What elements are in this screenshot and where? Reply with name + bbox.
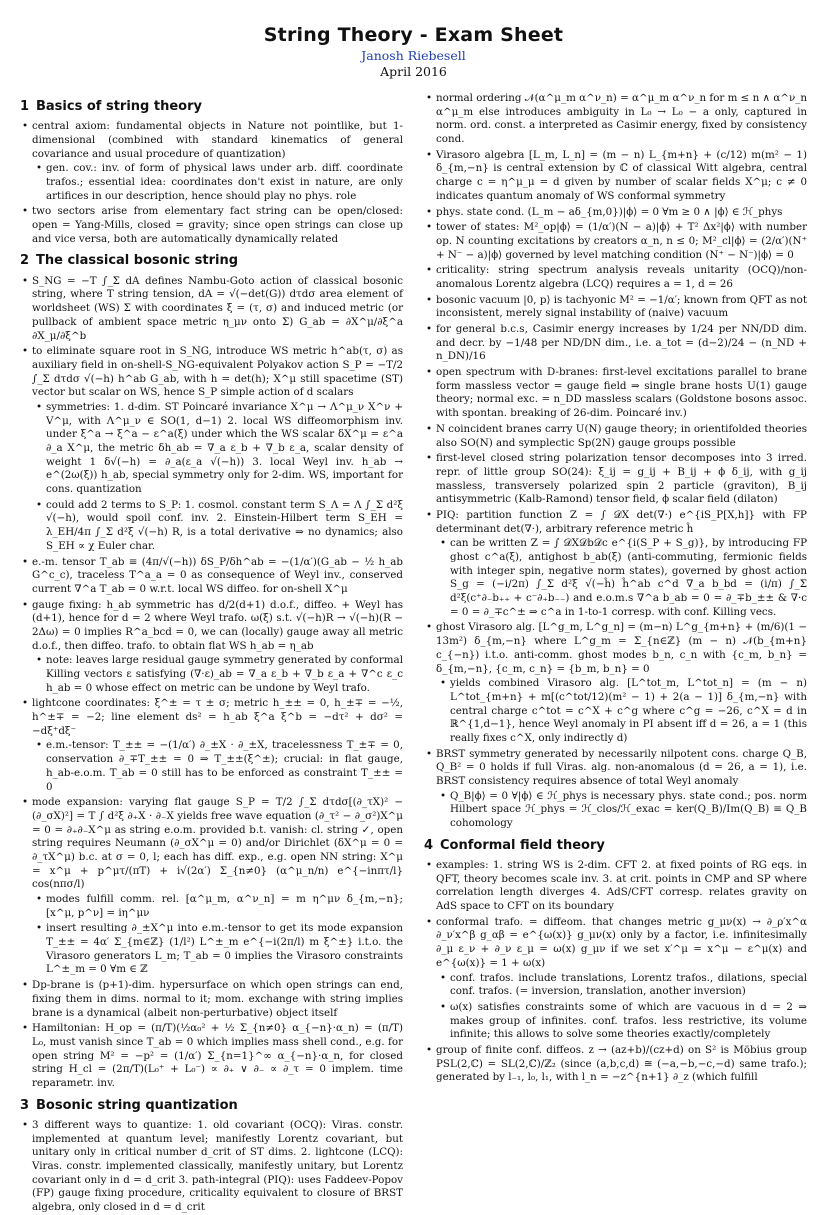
item-text: criticality: string spectrum analysis reveals unitarity (OCQ)/non-anomalous Lorentz algebra (LCQ) requires a = 1, d = 26 — [436, 264, 807, 290]
list-item — [436, 366, 807, 421]
item-text: PIQ: partition function Z = ∫ 𝒟X det(∇·) e^{iS_P[X,h]} with FP determinant det(∇·), arbitrary reference metric ĥ — [436, 508, 807, 535]
list-item — [32, 1022, 403, 1090]
section-heading-2 — [20, 252, 403, 269]
sub-items — [436, 677, 807, 745]
item-text: ghost Virasoro alg. [L^g_m, L^g_n] = (m−n) L^g_{m+n} + (m/6)(1 − 13m²) δ_{m,−n} where L^g_m = Σ_{n∈ℤ} (m − n) 𝒩(b_{m+n} c_{−n}) i.t.o. anti-comm. ghost modes b_n, c_n with {c_m, b_n} = δ_{m,−n}, {c_m, c_n} = {b_m, b_n} = 0 — [436, 621, 807, 675]
sub-list-item: • gen. cov.: inv. of form of physical laws under arb. diff. coordinate trafos.; essential idea: coordinates don't exist in nature, are only artifices in our description, hence should play no phys. role — [46, 162, 403, 203]
list-item — [436, 509, 807, 620]
section-items — [20, 120, 403, 246]
list-item — [436, 323, 807, 364]
section-heading-4 — [424, 837, 807, 854]
sub-list-item: • insert resulting ∂_±X^μ into e.m.-tensor to get its mode expansion T_±± = 4α′ Σ_{m∈ℤ} (1/l²) L^±_m e^{−i(2π/l) m ξ^±} i.t.o. the Virasoro generators L_m; T_ab = 0 implies the Virasoro constraints L^±_m = 0 ∀m ∈ ℤ — [46, 922, 403, 977]
sub-items — [32, 893, 403, 977]
list-item — [436, 916, 807, 1042]
sub-list-item: • can be written Z = ∫ 𝒟X𝒟b𝒟c e^{i(S_P + S_g)}, by introducing FP ghost c^a(ξ), antighost b_ab(ξ) (anti-commuting, fermionic fields with integer spin, negative norm states), governed by ghost action S_g = (−i/2π) ∫_Σ d²ξ √(−ĥ) ĥ^ab c^d ∇_a b_bd = (i/π) ∫_Σ d²ξ(c⁺∂₋b₊₊ + c⁻∂₊b₋₋) and e.o.m.s ∇^a b_ab = 0 = ∂_∓b_±± & ∇·c = 0 = ∂_∓c^± ⇒ c^a in 1-to-1 corresp. with conf. Killing vecs. — [450, 537, 807, 619]
section-title: The classical bosonic string — [36, 253, 239, 269]
item-text: open spectrum with D-branes: first-level excitations parallel to brane form massless vector = gauge field ⇒ single brane hosts U(1) gauge theory; normal exc. = n_DD massless scalars (Goldstone bosons assoc. with spontan. breaking of 26-dim. Poincaré inv.) — [436, 366, 807, 420]
item-text: phys. state cond. (L_m − aδ_{m,0})|ϕ⟩ = 0 ∀m ≥ 0 ∧ |ϕ⟩ ∈ ℋ_phys — [436, 205, 783, 218]
item-text: examples: 1. string WS is 2-dim. CFT 2. at fixed points of RG eqs. in QFT, theory becomes scale inv. 3. at crit. points in CMP and SP where correlation length diverges 4. AdS/CFT corresp. relates gravity on AdS space to CFT on its boundary — [436, 859, 807, 913]
list-item — [436, 621, 807, 745]
item-text: mode expansion: varying flat gauge S_P = T/2 ∫_Σ dτdσ[(∂_τX)² − (∂_σX)²] = T ∫ d²ξ ∂₊X · ∂₋X yields free wave equation (∂_τ² − ∂_σ²)X^μ = 0 = ∂₊∂₋X^μ as string e.o.m. provided b.t. vanish: cl. string ✓, open string requires Neumann (∂_σX^μ = 0) and/or Dirichlet (δX^μ = 0 = ∂_τX^μ) b.c. at σ = 0, l; each has diff. exp., e.g. open NN string: X^μ = x^μ + p^μτ/(πT) + i√(2α′) Σ_{n≠0} (α^μ_n/n) e^{−inπτ/l} cos(nπσ/l) — [32, 796, 403, 891]
sub-items — [32, 401, 403, 554]
list-item — [436, 748, 807, 831]
sheet-title: String Theory - Exam Sheet — [263, 24, 564, 46]
section-heading-1 — [20, 98, 403, 115]
section-number: 4 — [424, 837, 434, 853]
item-text: conformal trafo. = diffeom. that changes metric g_μν(x) → ∂_ρ′x^α ∂_ν′x^β g_αβ = e^{ω(x)} g_μν(x) only by a factor, i.e. infinitesimally ∂_μ ε_ν + ∂_ν ε_μ = ω(x) g_μν if we set x′^μ = x^μ − ε^μ(x) and e^{ω(x)} = 1 + ω(x) — [436, 915, 807, 969]
item-text: e.-m. tensor T_ab ≡ (4π/√(−h)) δS_P/δh^ab = −(1/α′)(G_ab − ½ h_ab G^c_c), traceless T^a_a = 0 as consequence of Weyl inv., conserved current ∇^a T_ab = 0 w.r.t. local WS diffeo. for on-shell X^μ — [32, 555, 403, 595]
item-text: two sectors arise from elementary fact string can be open/closed: open = Yang-Mills, closed = gravity; since open strings can close up and vice versa, both are automatically dynamically related — [32, 205, 403, 245]
author-link[interactable]: Janosh Riebesell — [361, 48, 466, 63]
item-text: central axiom: fundamental objects in Nature not pointlike, but 1-dimensional (combined with standard kinematics of general covariance and usual procedure of quantization) — [32, 120, 403, 160]
item-text: Hamiltonian: H_op = (π/T)(½α₀² + ½ Σ_{n≠0} α_{−n}·α_n) = (π/T) L₀, must vanish since T_ab = 0 which implies mass shell cond., e.g. for open string M² = −p² = (1/α′) Σ_{n=1}^∞ α_{−n}·α_n, for closed string H_cl = (2π/T)(L₀⁺ + L₀⁻) ∝ ∂₊ ∨ ∂₋ ∝ ∂_τ = 0 implem. time reparametr. inv. — [32, 1022, 403, 1089]
list-item — [436, 92, 807, 147]
two-column-body — [20, 92, 807, 1214]
list-item — [436, 206, 807, 220]
sub-list-item: • Q_B|ϕ⟩ = 0 ∀|ϕ⟩ ∈ ℋ_phys is necessary phys. state cond.; pos. norm Hilbert space ℋ_phys = ℋ_clos/ℋ_exac = ker(Q_B)/Im(Q_B) ≡ Q_B cohomology — [450, 790, 807, 831]
item-text: S_NG = −T ∫_Σ dA defines Nambu-Goto action of classical bosonic string, where T string tension, dA = √(−det(G)) dτdσ area element of worldsheet (WS) Σ with coordinates ξ = (τ, σ) and induced metric (or pullback of ambient space metric η_μν onto Σ) G_ab = ∂X^μ/∂ξ^a ∂X_μ/∂ξ^b — [32, 274, 403, 342]
list-item — [436, 264, 807, 291]
sub-items — [32, 162, 403, 203]
item-text: to eliminate square root in S_NG, introduce WS metric h^ab(τ, σ) as auxiliary field in on-shell-S_NG-equivalent Polyakov action S_P = −T/2 ∫_Σ dτdσ √(−h) h^ab G_ab, with h = det(h); X^μ still spacetime (ST) vector but scalar on WS, hence S_P simple action of d scalars — [32, 345, 403, 399]
list-item — [32, 796, 403, 977]
item-text: bosonic vacuum |0, p⟩ is tachyonic M² = −1/α′; known from QFT as not inconsistent, merely signal instability of (naive) vacuum — [436, 293, 807, 320]
list-item — [436, 1044, 807, 1085]
section-heading-3 — [20, 1097, 403, 1114]
sub-list-item: • conf. trafos. include translations, Lorentz trafos., dilations, special conf. trafos. (= inversion, translation, another inversion) — [450, 972, 807, 999]
item-text: 3 different ways to quantize: 1. old covariant (OCQ): Viras. constr. implemented at quantum level; manifestly Lorentz covariant, but unitary only in critical number d_crit of ST dims. 2. lightcone (LCQ): Viras. constr. implemented classically, manifestly unitary, but Lorentz covariant only in d = d_crit 3. path-integral (PIQ): uses Faddeev-Popov (FP) gauge fixing procedure, criticality equivalent to closure of BRST algebra, only closed in d = d_crit — [32, 1118, 403, 1214]
sub-list-item: • symmetries: 1. d-dim. ST Poincaré invariance X^μ → Λ^μ_ν X^ν + V^μ, with Λ^μ_ν ∈ SO(1, d−1) 2. local WS diffeomorphism inv. under ξ^a → ξ^a − ε^a(ξ) under which the WS scalar δX^μ = ε^a ∂_a X^μ, the metric δh_ab = ∇_a ε_b + ∇_b ε_a, scalar density of weight 1 δ√(−h) = ∂_a(ε_a √(−h)) 3. local Weyl inv. h_ab → e^(2ω(ξ)) h_ab, special symmetry only for 2-dim. WS, important for cons. quantization — [46, 401, 403, 497]
right-column — [424, 92, 807, 1157]
section-number: 3 — [20, 1097, 30, 1113]
sub-list-item: • e.m.-tensor: T_±± = −(1/α′) ∂_±X · ∂_±X, tracelessness T_±∓ = 0, conservation ∂_∓T_±± = 0 ⇒ T_±±(ξ^±); crucial: in flat gauge, h_ab-e.o.m. T_ab = 0 still has to be enforced as constraint T_±± = 0 — [46, 739, 403, 794]
item-text: tower of states: M²_op|ϕ⟩ = (1/α′)(N − a)|ϕ⟩ + T² Δx²|ϕ⟩ with number op. N counting excitations by creators α_n, n ≤ 0; M²_cl|ϕ⟩ = (2/α′)(N⁺ + N⁻ − a)|ϕ⟩ governed by level matching condition (N⁺ − N⁻)|ϕ⟩ = 0 — [436, 221, 807, 261]
list-item — [436, 859, 807, 914]
item-text: first-level closed string polarization tensor decomposes into 3 irred. repr. of little group SO(24): ξ_ij = g_ij + B_ij + ϕ δ_ij, with g_ij massless, transversely polarized spin 2 particle (graviton), B_ij antisymmetric (Kalb-Ramond) tensor field, ϕ scalar field (dilaton) — [436, 452, 807, 506]
item-text: normal ordering 𝒩(α^μ_m α^ν_n) = α^μ_m α^ν_n for m ≤ n ∧ α^ν_n α^μ_m else introduces ambiguity in L₀ → L₀ − a only, captured in norm. ord. const. a interpreted as Casimir energy, fixed by consistency cond. — [436, 92, 807, 146]
item-text: Dp-brane is (p+1)-dim. hypersurface on which open strings can end, fixing them in dims. normal to it; mom. exchange with string implies brane is a dynamical (albeit non-perturbative) object itself — [32, 979, 403, 1019]
sub-items — [436, 972, 807, 1042]
item-text: Virasoro algebra [L_m, L_n] = (m − n) L_{m+n} + (c/12) m(m² − 1) δ_{m,−n} is central extension by ℂ of classical Witt algebra, central charge c = η^μ_μ = d given by number of scalar fields X^μ; c ≠ 0 indicates quantum anomaly of WS conformal symmetry — [436, 148, 807, 202]
list-item — [32, 205, 403, 246]
sub-list-item: • ω(x) satisfies constraints some of which are vacuous in d = 2 ⇒ makes group of infinites. conf. trafos. less restrictive, its volume infinite; this allows to solve some theories exactly/completely — [450, 1001, 807, 1042]
section-number: 1 — [20, 99, 30, 114]
item-text: BRST symmetry generated by necessarily nilpotent cons. charge Q_B, Q_B² = 0 holds if full Viras. alg. non-anomalous (d = 26, a = 1), i.e. BRST consistency requires absence of total Weyl anomaly — [436, 747, 807, 787]
item-text: lightcone coordinates: ξ^± = τ ± σ; metric h_±± = 0, h_±∓ = −½, h^±∓ = −2; line element ds² = h_ab ξ^a ξ^b = −dτ² + dσ² = −dξ⁺dξ⁻ — [32, 697, 403, 737]
left-column — [20, 92, 403, 1214]
list-item — [32, 556, 403, 597]
section-number: 2 — [20, 253, 30, 269]
sheet-header — [0, 0, 827, 79]
item-text: for general b.c.s, Casimir energy increases by 1/24 per NN/DD dim. and decr. by −1/48 per ND/DN dim., i.e. a_tot = (d−2)/24 − (n_ND + n_DN)/16 — [436, 323, 807, 363]
list-item — [32, 120, 403, 203]
list-item — [32, 1119, 403, 1215]
item-text: group of finite conf. diffeos. z → (az+b)/(cz+d) on S² is Möbius group PSL(2,ℂ) = SL(2,ℂ)/ℤ₂ (since (a,b,c,d) ≅ (−a,−b,−c,−d) same trafo.); generated by l₋₁, l₀, l₁, with l_n = −z^{n+1} ∂_z (which fulfill — [436, 1043, 807, 1084]
list-item — [32, 275, 403, 343]
list-item — [32, 979, 403, 1020]
item-text: gauge fixing: h_ab symmetric has d/2(d+1) d.o.f., diffeo. + Weyl has (d+1), hence for d = 2 where Weyl trafo. ω(ξ) s.t. √(−h)R → √(−h)(R − 2Δω) = 0 implies R^a_bcd = 0, we can (locally) gauge away all metric d.o.f., then diffeo. trafo. to obtain flat WS h_ab = η_ab — [32, 598, 403, 652]
sub-items — [32, 739, 403, 794]
section-title: Basics of string theory — [36, 99, 202, 114]
sub-list-item: • note: leaves large residual gauge symmetry generated by conformal Killing vectors ε satisfying (∇·ε)_ab = ∇_a ε_b + ∇_b ε_a + ∇^c ε_c h_ab = 0 whose effect on metric can be undone by Weyl trafo. — [46, 654, 403, 695]
list-item — [32, 345, 403, 553]
list-item — [436, 423, 807, 450]
sub-list-item: • yields combined Virasoro alg. [L^tot_m, L^tot_n] = (m − n) L^tot_{m+n} + m[(c^tot/12)(m² − 1) + 2(a − 1)] δ_{m,−n} with central charge c^tot = c^X + c^g where c^g = −26, c^X = d in ℝ^{1,d−1}, hence Weyl anomaly in PI absent iff d = 26, a = 1 (this really fixes c^X, only indirectly d) — [450, 677, 807, 745]
list-item — [436, 221, 807, 262]
sub-items — [436, 790, 807, 831]
sub-list-item: • could add 2 terms to S_P: 1. cosmol. constant term S_Λ = Λ ∫_Σ d²ξ √(−h), would spoil conf. inv. 2. Einstein-Hilbert term S_EH = λ_EH/4π ∫_Σ d²ξ √(−h) R, is a total derivative ⇒ no dynamics; also S_EH ∝ χ Euler char. — [46, 499, 403, 554]
sub-items — [436, 537, 807, 619]
list-item — [436, 452, 807, 507]
section-title: Bosonic string quantization — [36, 1097, 238, 1113]
list-item — [436, 149, 807, 204]
section-items — [424, 859, 807, 1085]
list-item — [32, 599, 403, 696]
section-items — [424, 92, 807, 831]
section-items — [20, 1119, 403, 1215]
list-item — [32, 697, 403, 794]
item-text: N coincident branes carry U(N) gauge theory; in orientifolded theories also SO(N) and symplectic Sp(2N) gauge groups possible — [436, 422, 807, 449]
list-item — [436, 294, 807, 321]
section-title: Conformal field theory — [440, 837, 605, 853]
sub-list-item: • modes fulfill comm. rel. [α^μ_m, α^ν_n] = m η^μν δ_{m,−n}; [x^μ, p^ν] = iη^μν — [46, 893, 403, 920]
sheet-date: April 2016 — [380, 64, 447, 79]
section-items — [20, 275, 403, 1091]
sub-items — [32, 654, 403, 695]
